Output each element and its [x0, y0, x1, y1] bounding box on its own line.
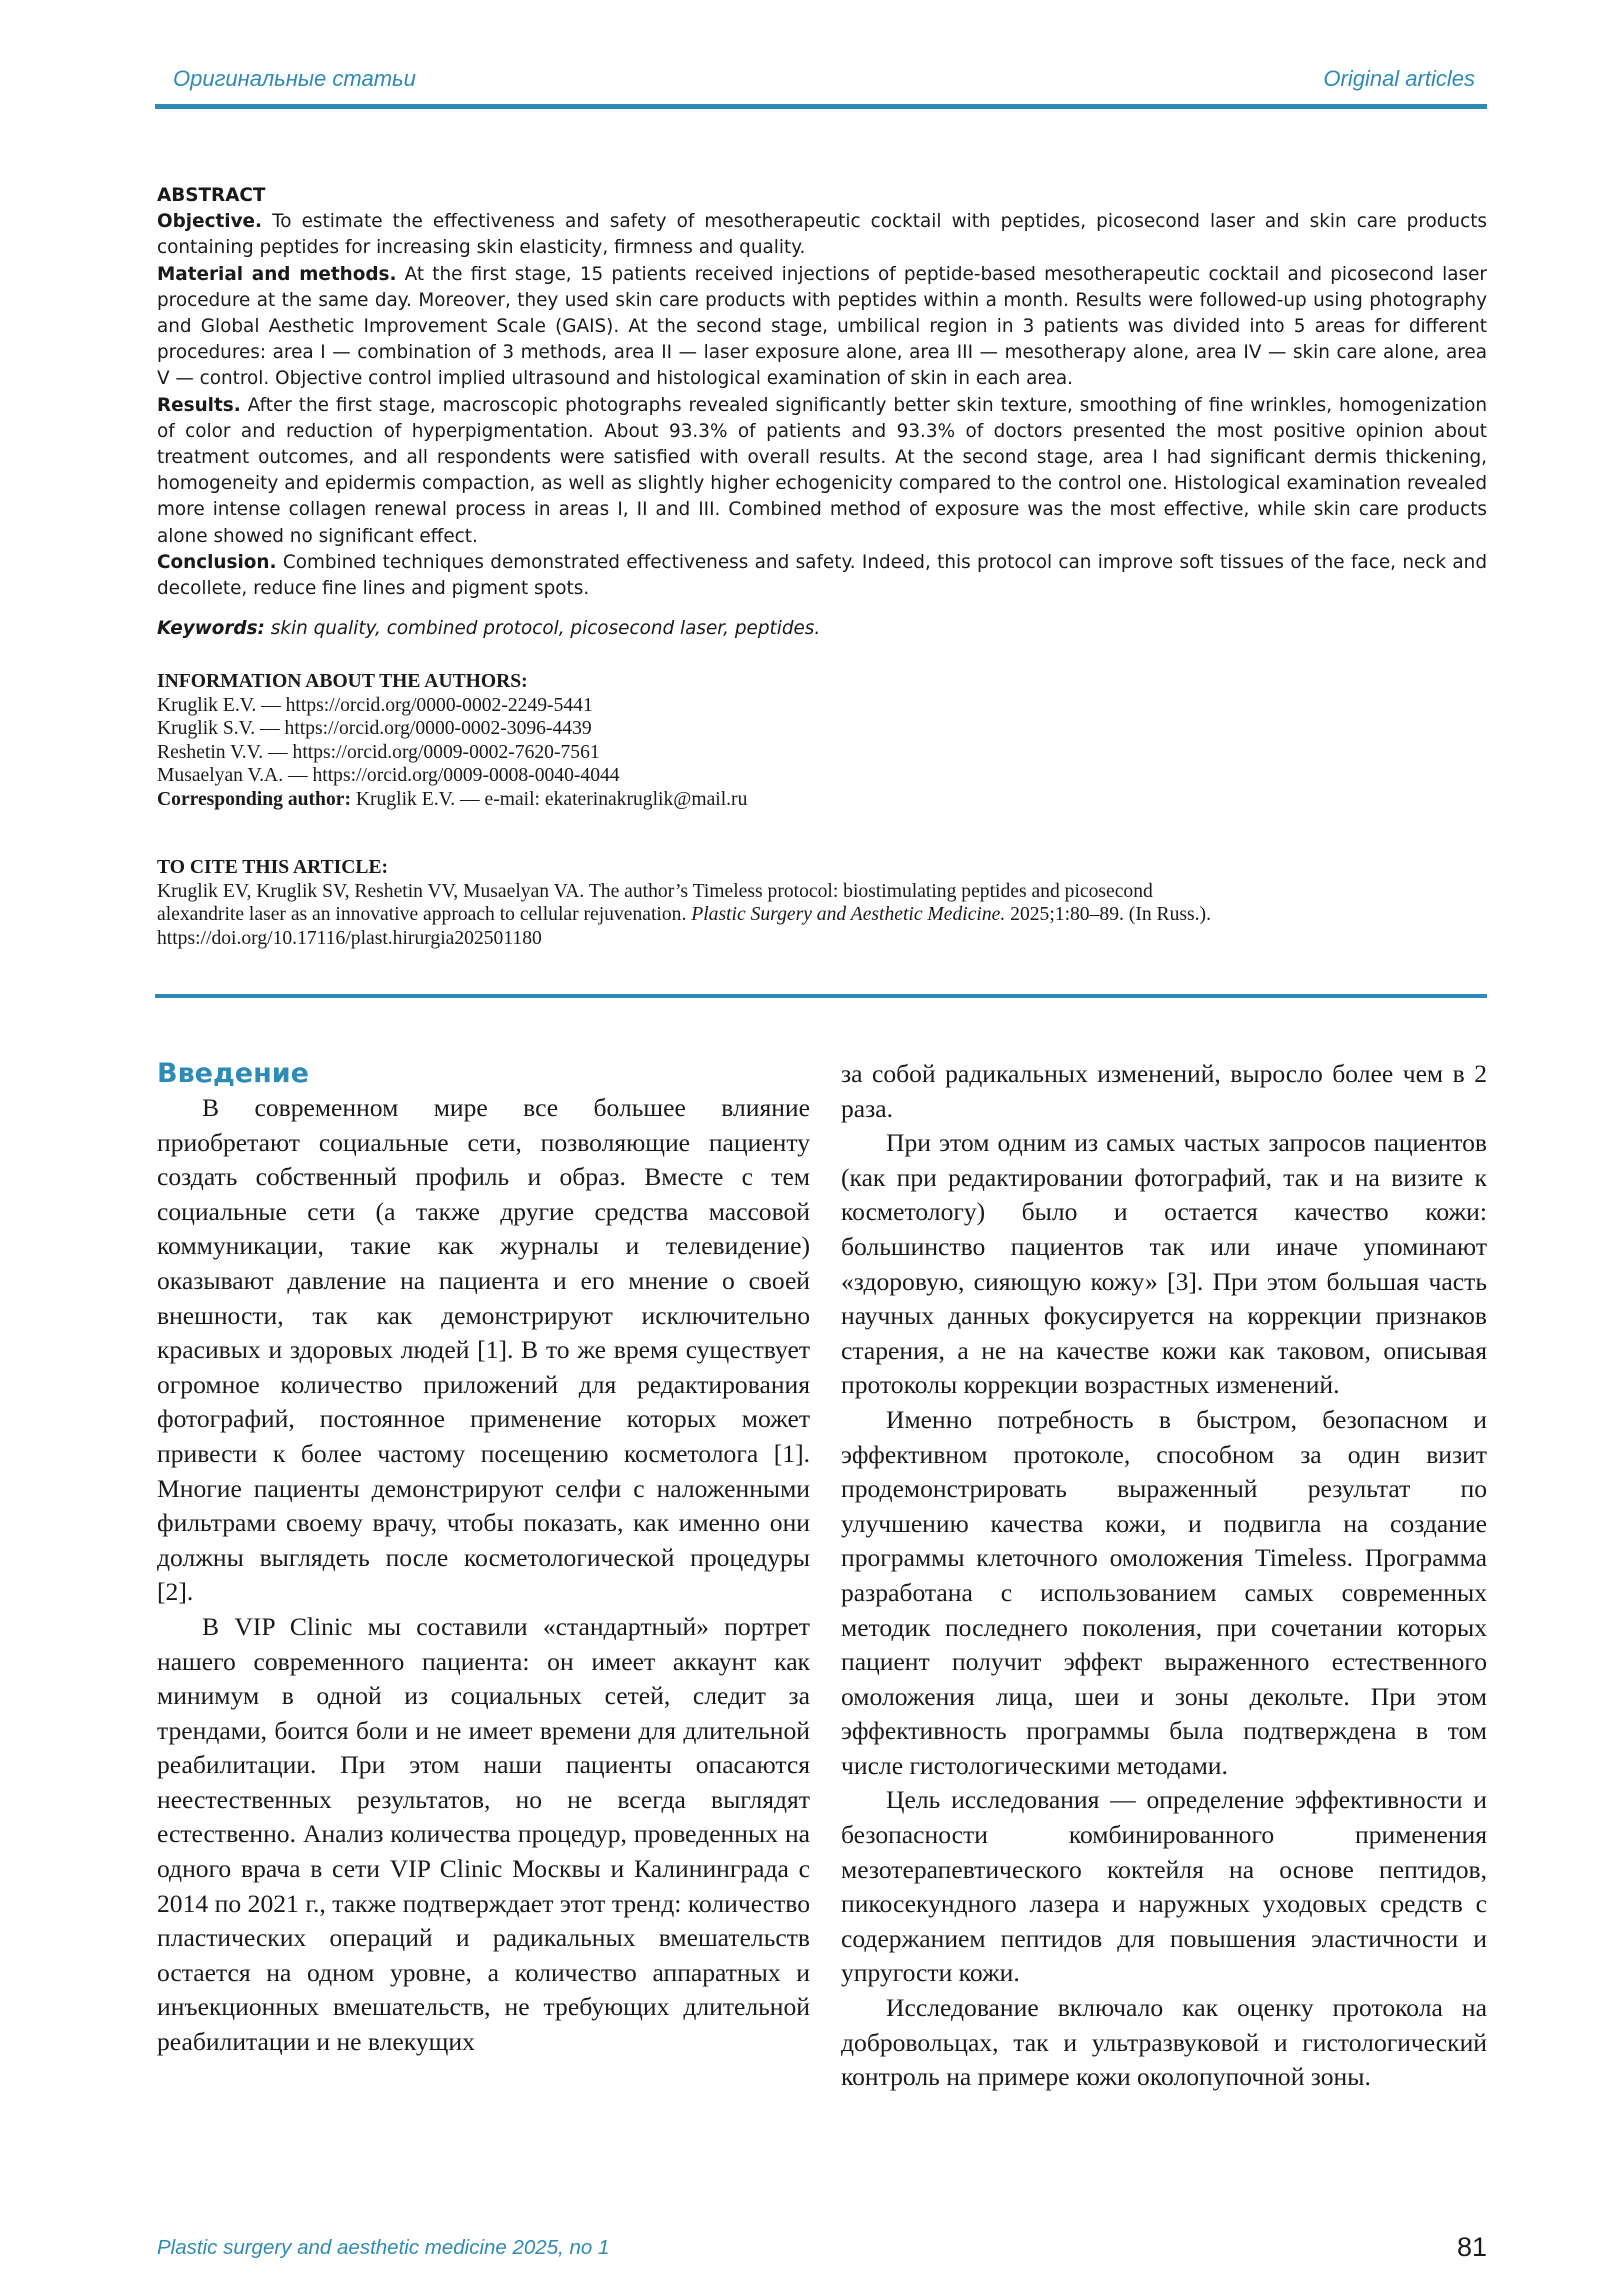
- body-paragraph: При этом одним из самых частых запросов пациентов (как при редактировании фотографий, так и на визите к косметологу) было и остается качество кожи: большинство пациентов так или иначе упоминают «здоровую, сияющую кожу» [3]. При этом большая часть научных данных фокусируется на коррекции признаков старения, а не на качестве кожи как таковом, описывая протоколы коррекции возрастных изменений.: [841, 1128, 1487, 1400]
- cite-line-1: Kruglik EV, Kruglik SV, Reshetin VV, Musaelyan VA. The author’s Timeless protocol: biostimulating peptides and picosecond: [157, 880, 1153, 902]
- conclusion-label: Conclusion.: [157, 551, 277, 573]
- authors-info: [157, 670, 1487, 812]
- section-divider: [155, 994, 1487, 998]
- body-paragraph: Исследование включало как оценку протокола на добровольцах, так и ультразвуковой и гистологический контроль на примере кожи околопупочной зоны.: [841, 1993, 1487, 2092]
- page-number: 81: [1456, 2232, 1487, 2262]
- author-line: Kruglik E.V. — https://orcid.org/0000-0002-2249-5441: [157, 694, 593, 716]
- keywords-text: skin quality, combined protocol, picosecond laser, peptides.: [270, 618, 821, 640]
- methods-label: Material and methods.: [157, 263, 397, 285]
- body-column-left: [157, 1057, 810, 2060]
- corresponding-label: Corresponding author:: [157, 788, 351, 810]
- corresponding-text: Kruglik E.V. — e-mail: ekaterinakruglik@mail.ru: [355, 788, 748, 810]
- body-paragraph: В VIP Clinic мы составили «стандартный» портрет нашего современного пациента: он имеет аккаунт как минимум в одной из социальных сетей, следит за трендами, боится боли и не имеет времени для длительной реабилитации. При этом наши пациенты опасаются неестественных результатов, но не всегда выглядят естественно. Анализ количества процедур, проведенных на одного врача в сети VIP Clinic Москвы и Калининграда с 2014 по 2021 г., также подтверждает этот тренд: количество пластических операций и радикальных вмешательств остается на одном уровне, а количество аппаратных и инъекционных вмешательств, не требующих длительной реабилитации и не влекущих: [157, 1611, 810, 2057]
- abstract-objective: [157, 209, 1487, 261]
- objective-label: Objective.: [157, 211, 263, 233]
- abstract-methods: [157, 262, 1487, 393]
- results-text: After the first stage, macroscopic photographs revealed significantly better skin texture, smoothing of fine wrinkles, homogenization of color and reduction of hyperpigmentation. About 93.3% of patients and 93.3% of doctors presented the most positive opinion about treatment outcomes, and all respondents were satisfied with overall results. At the second stage, area I had significant dermis thickening, homogeneity and epidermis compaction, as well as slightly higher echogenicity compared to the control one. Histological examination revealed more intense collagen renewal process in areas I, II and III. Combined method of exposure was the most effective, while skin care products alone showed no significant effect.: [157, 394, 1487, 547]
- section-title: Введение: [157, 1058, 309, 1089]
- body-paragraph: Цель исследования — определение эффективности и безопасности комбинированного применения мезотерапевтического коктейля на основе пептидов, пикосекундного лазера и наружных уходовых средств с содержанием пептидов для повышения эластичности и упругости кожи.: [841, 1785, 1487, 1988]
- abstract-keywords: [157, 616, 1487, 642]
- abstract-conclusion: [157, 550, 1487, 602]
- cite-line-2: [157, 903, 1487, 927]
- page-footer: [157, 2232, 1487, 2266]
- body-paragraph-continued: за собой радикальных изменений, выросло более чем в 2 раза.: [841, 1059, 1487, 1123]
- cite-title: TO CITE THIS ARTICLE:: [157, 857, 389, 878]
- running-head: [155, 66, 1487, 106]
- body-paragraph: Именно потребность в быстром, безопасном и эффективном протоколе, способном за один визит продемонстрировать выраженный результат по улучшению качества кожи, и подвигла на создание программы клеточного омоложения Timeless. Программа разработана с использованием самых современных методик последнего поколения, при сочетании которых пациент получит эффект выраженного естественного омоложения лица, шеи и зоны декольте. При этом эффективность программы была подтверждена в том числе гистологическими методами.: [841, 1404, 1487, 1780]
- body-paragraph: В современном мире все большее влияние приобретают социальные сети, позволяющие пациенту создать собственный профиль и образ. Вместе с тем социальные сети (а также другие средства массовой коммуникации, такие как журналы и телевидение) оказывают давление на пациента и его мнение о своей внешности, так как демонстрируют исключительно красивых и здоровых людей [1]. В то же время существует огромное количество приложений для редактирования фотографий, постоянное применение которых может привести к более частому посещению косметолога [1]. Многие пациенты демонстрируют селфи с наложенными фильтрами своему врачу, чтобы показать, как именно они должны выглядеть после косметологической процедуры [2].: [157, 1093, 810, 1607]
- abstract: [157, 183, 1487, 642]
- objective-text: To estimate the effectiveness and safety of mesotherapeutic cocktail with peptides, picosecond laser and skin care products containing peptides for increasing skin elasticity, firmness and quality.: [157, 211, 1487, 259]
- cite-title-text: alexandrite laser as an innovative approach to cellular rejuvenation.: [157, 904, 687, 926]
- abstract-heading: ABSTRACT: [157, 185, 266, 206]
- author-line: Musaelyan V.A. — https://orcid.org/0009-0008-0040-4044: [157, 765, 620, 787]
- cite-journal: Plastic Surgery and Aesthetic Medicine.: [691, 904, 1006, 926]
- authors-title: INFORMATION ABOUT THE AUTHORS:: [157, 671, 528, 692]
- conclusion-text: Combined techniques demonstrated effectiveness and safety. Indeed, this protocol can improve soft tissues of the face, neck and decollete, reduce fine lines and pigment spots.: [157, 551, 1487, 600]
- header-section-ru: Оригинальные статьи: [173, 66, 416, 91]
- corresponding-author: [157, 788, 1487, 812]
- body-column-right: [841, 1057, 1487, 2095]
- header-rule: [155, 104, 1487, 109]
- citation: [157, 856, 1487, 950]
- footer-journal: Plastic surgery and aesthetic medicine 2025, no 1: [157, 2236, 610, 2259]
- cite-volume: 2025;1:80–89. (In Russ.).: [1010, 904, 1211, 926]
- abstract-results: [157, 393, 1487, 550]
- results-label: Results.: [157, 394, 241, 416]
- cite-doi: https://doi.org/10.17116/plast.hirurgia202501180: [157, 927, 542, 949]
- header-section-en: Original articles: [1323, 66, 1475, 91]
- author-line: Reshetin V.V. — https://orcid.org/0009-0002-7620-7561: [157, 741, 600, 763]
- author-line: Kruglik S.V. — https://orcid.org/0000-0002-3096-4439: [157, 718, 592, 740]
- methods-text: At the first stage, 15 patients received injections of peptide-based mesotherapeutic cocktail and picosecond laser procedure at the same day. Moreover, they used skin care products with peptides within a month. Results were followed-up using photography and Global Aesthetic Improvement Scale (GAIS). At the second stage, umbilical region in 3 patients was divided into 5 areas for different procedures: area I — combination of 3 methods, area II — laser exposure alone, area III — mesotherapy alone, area IV — skin care alone, area V — control. Objective control implied ultrasound and histological examination of skin in each area.: [157, 263, 1487, 390]
- keywords-label: Keywords:: [157, 618, 265, 640]
